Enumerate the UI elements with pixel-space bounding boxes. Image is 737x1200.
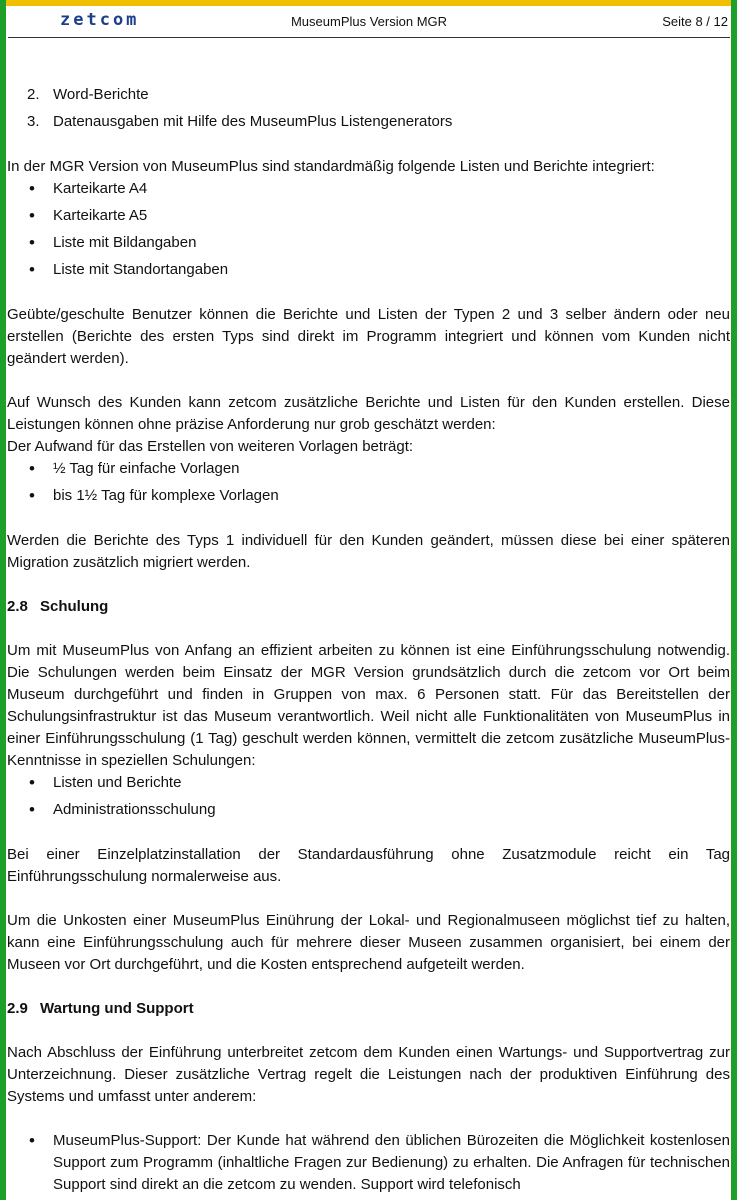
bullet-list-support (7, 1130, 730, 1196)
paragraph-einzelplatz: Bei einer Einzelplatzinstallation der Standardausführung ohne Zusatzmodule reicht ein Tag Einführungsschulung normalerweise aus. (7, 846, 730, 885)
list-item: 3. Datenausgaben mit Hilfe des MuseumPlus Listengenerators (27, 113, 453, 130)
document-title: MuseumPlus Version MGR (290, 14, 448, 29)
list-item: • Administrationsschulung (7, 799, 730, 821)
list-item: • ½ Tag für einfache Vorlagen (7, 458, 730, 480)
paragraph-users: Geübte/geschulte Benutzer können die Berichte und Listen der Typen 2 und 3 selber ändern oder neu erstellen (Berichte des ersten Typs sind direkt im Programm integriert und können vom Kunden nicht geändert werden). (7, 306, 730, 367)
page-content (7, 84, 730, 1196)
paragraph-wunsch: Auf Wunsch des Kunden kann zetcom zusätzliche Berichte und Listen für den Kunden erstellen. Diese Leistungen können ohne präzise Anforderung nur grob geschätzt werden: (7, 394, 730, 433)
paragraph-aufwand: Der Aufwand für das Erstellen von weiteren Vorlagen beträgt: (7, 438, 414, 455)
list-item: • Listen und Berichte (7, 772, 730, 794)
bullet-list-effort (7, 458, 730, 507)
list-item: 2. Word-Berichte (27, 86, 149, 103)
bullet-list-reports (7, 178, 730, 281)
paragraph-intro: In der MGR Version von MuseumPlus sind standardmäßig folgende Listen und Berichte integriert: (7, 158, 655, 175)
page-number: Seite 8 / 12 (662, 14, 728, 29)
paragraph-unkosten: Um die Unkosten einer MuseumPlus Einührung der Lokal- und Regionalmuseen möglichst tief zu halten, kann eine Einführungsschulung auch für mehrere dieser Museen zusammen organisiert, bei einem der Museen vor Ort durchgeführt, und die Kosten entsprechend aufgeteilt werden. (7, 912, 730, 973)
section-heading-schulung: 2.8 Schulung (7, 598, 109, 615)
paragraph-migration: Werden die Berichte des Typs 1 individuell für den Kunden geändert, müssen diese bei einer späteren Migration zusätzlich migriert werden. (7, 532, 730, 571)
section-heading-wartung: 2.9 Wartung und Support (7, 1000, 194, 1017)
zetcom-logo: zetcom (60, 10, 140, 30)
list-item: • Karteikarte A4 (7, 178, 730, 200)
paragraph-schulung: Um mit MuseumPlus von Anfang an effizient arbeiten zu können ist eine Einführungsschulung notwendig. Die Schulungen werden beim Einsatz der MGR Version grundsätzlich durch die zetcom vor Ort beim Museum durchgeführt und finden in Gruppen von max. 6 Personen statt. Für das Bereitstellen der Schulungsinfrastruktur ist das Museum verantwortlich. Weil nicht alle Funktionalitäten von MuseumPlus in einer Einführungsschulung (1 Tag) geschult werden können, vermittelt die zetcom zusätzliche MuseumPlus-Kenntnisse in speziellen Schulungen: (7, 642, 730, 769)
list-item: • Liste mit Bildangaben (7, 232, 730, 254)
list-item: • Karteikarte A5 (7, 205, 730, 227)
page-header (8, 6, 730, 38)
paragraph-wartung: Nach Abschluss der Einführung unterbreitet zetcom dem Kunden einen Wartungs- und Supportvertrag zur Unterzeichnung. Dieser zusätzliche Vertrag regelt die Leistungen nach der produktiven Einführung des Systems und umfasst unter anderem: (7, 1044, 730, 1105)
list-item: • Liste mit Standortangaben (7, 259, 730, 281)
list-item: • bis 1½ Tag für komplexe Vorlagen (7, 485, 730, 507)
list-item: • MuseumPlus-Support: Der Kunde hat während den üblichen Bürozeiten die Möglichkeit kostenlosen Support zum Programm (inhaltliche Fragen zur Bedienung) zu erhalten. Die Anfragen für technischen Support sind direkt an die zetcom zu wenden. Support wird telefonisch (7, 1130, 730, 1196)
top-accent-bar (6, 0, 731, 6)
numbered-list (7, 84, 730, 133)
bullet-list-trainings (7, 772, 730, 821)
